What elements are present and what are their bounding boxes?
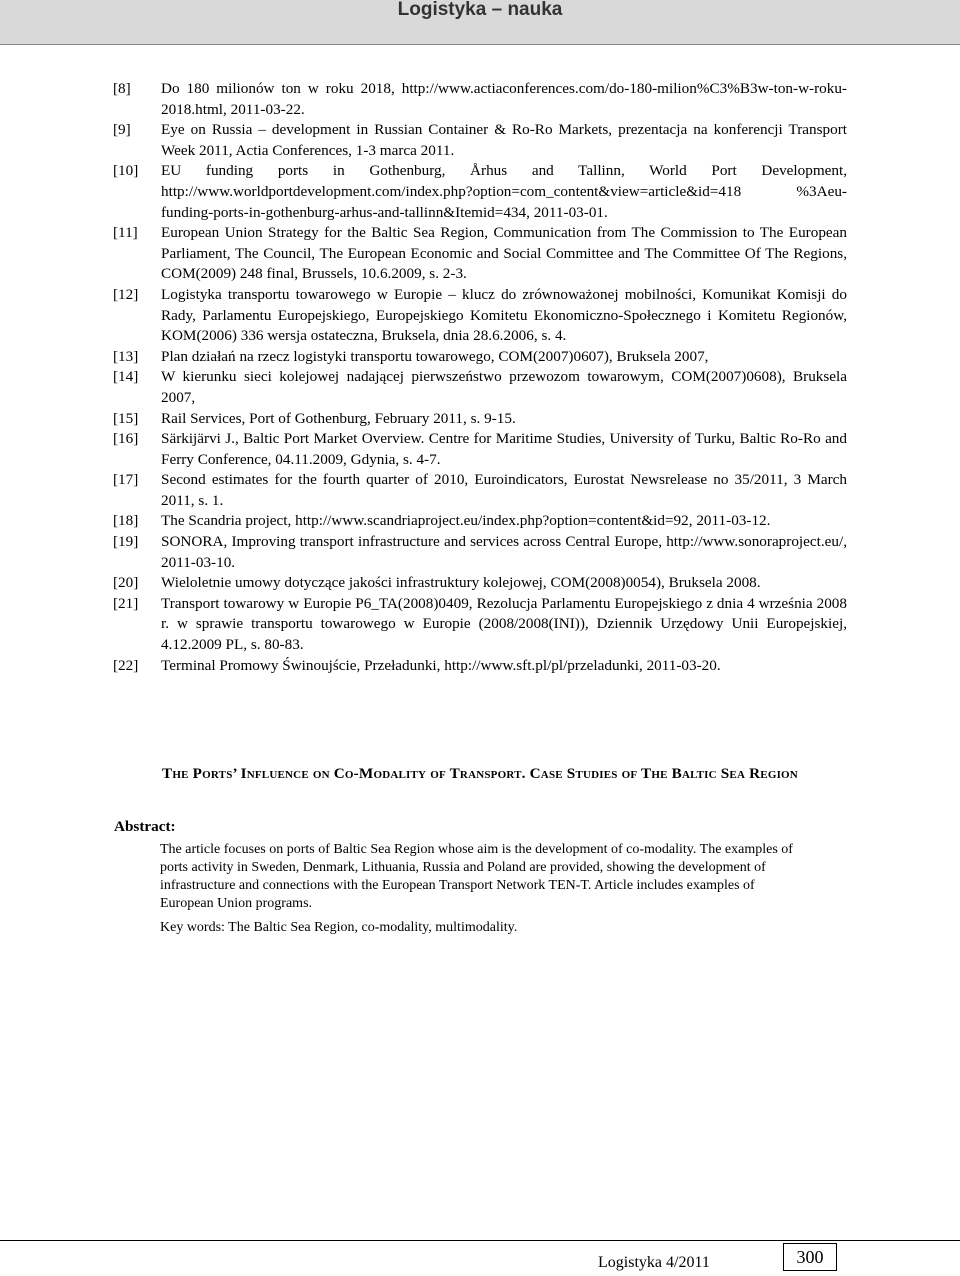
reference-text: Eye on Russia – development in Russian Container & Ro-Ro Markets, prezentacja na konferencji Transport Week 2011, Actia Conferences, 1-3 marca 2011. (161, 121, 847, 159)
reference-number: [17] (113, 471, 139, 489)
reference-text: European Union Strategy for the Baltic Sea Region, Communication from The Commission to The European Parliament, The Council, The European Economic and Social Committee and The Committee Of The Regions, COM(2009) 248 final, Brussels, 10.6.2009, s. 2-3. (161, 224, 847, 283)
reference-item (113, 223, 847, 285)
reference-number: [8] (113, 80, 131, 97)
reference-text: W kierunku sieci kolejowej nadającej pierwszeństwo przewozom towarowym, COM(2007)0608), Bruksela 2007, (161, 368, 847, 406)
abstract-text: The article focuses on ports of Baltic Sea Region whose aim is the development of co-modality. The examples of ports activity in Sweden, Denmark, Lithuania, Russia and Poland are provided, showing the development of infrastructure and connections with the European Transport Network TEN-T. Article includes examples of European Union programs. (160, 842, 793, 911)
reference-number: [13] (113, 347, 139, 365)
reference-number: [14] (113, 368, 139, 386)
reference-number: [20] (113, 574, 139, 592)
reference-number: [9] (113, 121, 131, 139)
reference-number: [21] (113, 594, 139, 612)
keywords: Key words: The Baltic Sea Region, co-modality, multimodality. (160, 920, 518, 935)
reference-text: Logistyka transportu towarowego w Europie – klucz do zrównoważonej mobilności, Komunikat Komisji do Rady, Parlamentu Europejskiego, Europejskiego Komitetu Ekonomiczno-Społecznego i Komitetu Regionów, KOM(2006) 336 wersja ostateczna, Bruksela, dnia 28.6.2006, s. 4. (161, 285, 847, 345)
reference-text: EU funding ports in Gothenburg, Århus and Tallinn, World Port Development, http://www.worldportdevelopment.com/index.php?option=com_content&view=article&id=418 %3Aeu-funding-ports-in-gothenburg-arhus-and-tallinn&Itemid=434, 2011-03-01. (161, 162, 847, 221)
journal-section-title: Logistyka – nauka (397, 0, 563, 20)
reference-item (113, 594, 847, 656)
reference-item (113, 532, 847, 573)
reference-number: [19] (113, 533, 139, 551)
reference-number: [12] (113, 285, 139, 303)
page-header (0, 0, 960, 45)
reference-text: Transport towarowy w Europie P6_TA(2008)0409, Rezolucja Parlamentu Europejskiego z dnia 4 września 2008 r. w sprawie transportu towarowego w Europie (2008/2008(INI)), Dziennik Urzędowy Unii Europejskiej, 4.12.2009 PL, s. 80-83. (161, 594, 847, 654)
footer-divider (0, 1240, 960, 1241)
reference-item (113, 285, 847, 347)
page-number: 300 (783, 1243, 837, 1271)
reference-item (113, 656, 847, 677)
footer-journal-issue: Logistyka 4/2011 (598, 1254, 710, 1271)
reference-text: Second estimates for the fourth quarter of 2010, Euroindicators, Eurostat Newsrelease no 35/2011, 3 March 2011, s. 1. (161, 471, 847, 509)
reference-text: SONORA, Improving transport infrastructure and services across Central Europe, http://www.sonoraproject.eu/, 2011-03-10. (161, 533, 847, 571)
reference-item (113, 409, 847, 430)
abstract-label: Abstract: (114, 818, 176, 835)
reference-number: [18] (113, 512, 139, 530)
reference-list (113, 79, 847, 676)
reference-number: [15] (113, 409, 139, 427)
reference-text: Särkijärvi J., Baltic Port Market Overview. Centre for Maritime Studies, University of Turku, Baltic Ro-Ro and Ferry Conference, 04.11.2009, Gdynia, s. 4-7. (161, 430, 847, 468)
reference-text: Rail Services, Port of Gothenburg, February 2011, s. 9-15. (161, 409, 516, 427)
english-article-title: The Ports’ Influence on Co-Modality of Transport. Case Studies of The Baltic Sea Region (162, 765, 798, 782)
reference-item (113, 429, 847, 470)
reference-item (113, 573, 847, 594)
reference-text: Do 180 milionów ton w roku 2018, http://www.actiaconferences.com/do-180-milion%C3%B3w-ton-w-roku-2018.html, 2011-03-22. (161, 80, 847, 118)
reference-number: [22] (113, 656, 139, 674)
reference-text: Wieloletnie umowy dotyczące jakości infrastruktury kolejowej, COM(2008)0054), Bruksela 2008. (161, 574, 761, 592)
reference-item (113, 161, 847, 223)
reference-text: Terminal Promowy Świnoujście, Przeładunki, http://www.sft.pl/pl/przeladunki, 2011-03-20. (161, 656, 721, 674)
reference-item (113, 79, 847, 120)
reference-item (113, 470, 847, 511)
reference-item (113, 367, 847, 408)
reference-item (113, 120, 847, 161)
reference-text: Plan działań na rzecz logistyki transportu towarowego, COM(2007)0607), Bruksela 2007, (161, 347, 709, 365)
reference-number: [11] (113, 224, 138, 242)
reference-item (113, 347, 847, 368)
reference-number: [16] (113, 430, 139, 448)
reference-number: [10] (113, 162, 139, 180)
reference-text: The Scandria project, http://www.scandriaproject.eu/index.php?option=content&id=92, 2011-03-12. (161, 512, 771, 530)
reference-item (113, 511, 847, 532)
